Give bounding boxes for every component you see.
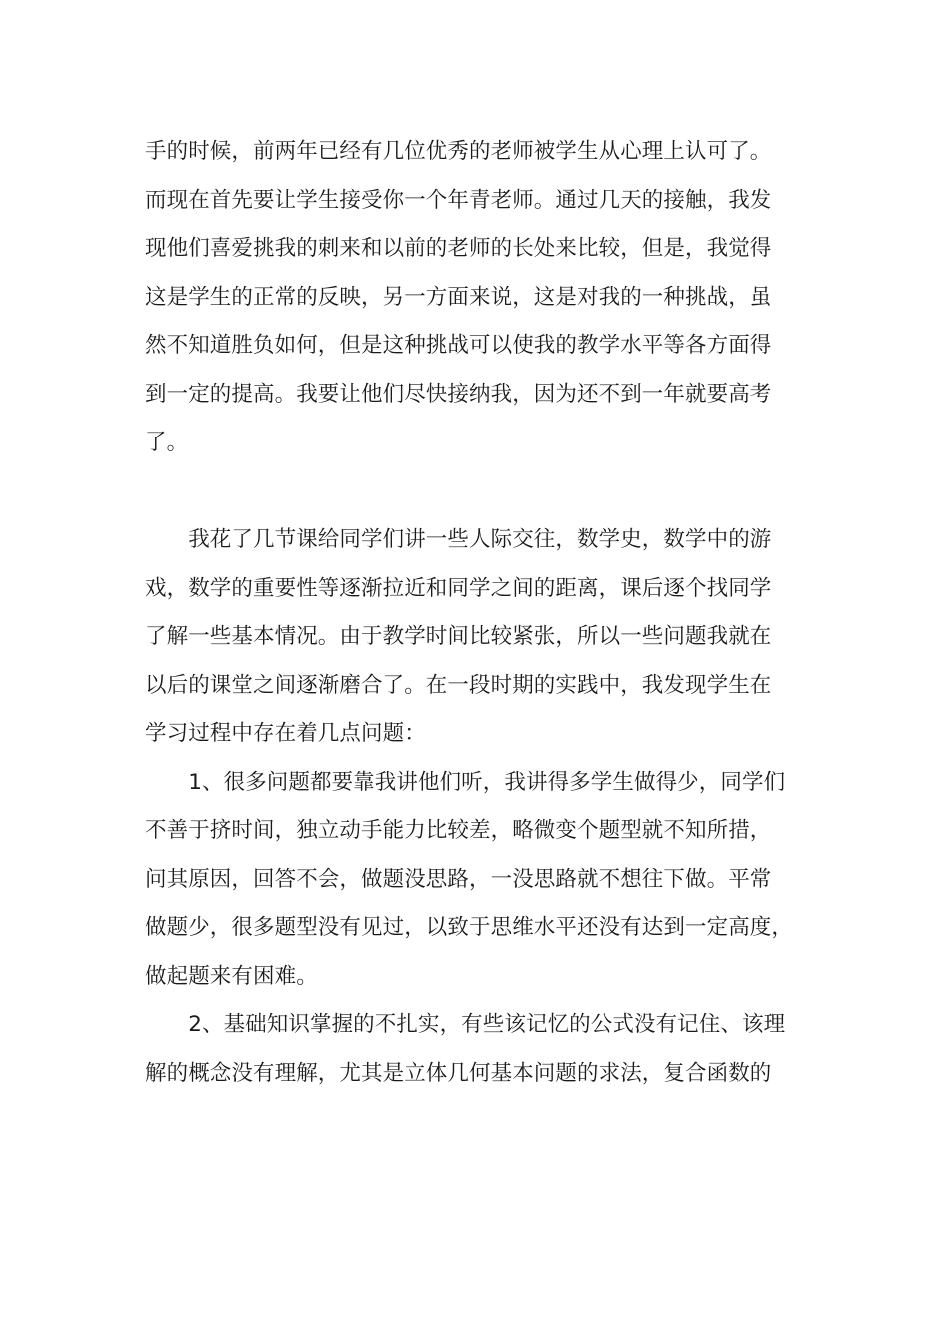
text-line: 然不知道胜负如何，但是这种挑战可以使我的教学水平等各方面得 bbox=[145, 333, 772, 358]
paragraph-gap bbox=[145, 468, 825, 517]
text-line: 到一定的提高。我要让他们尽快接纳我，因为还不到一年就要高考 bbox=[145, 381, 772, 407]
text-line: 解的概念没有理解，尤其是立体几何基本问题的求法，复合函数的 bbox=[145, 1060, 772, 1086]
text-line: 这是学生的正常的反映，另一方面来说，这是对我的一种挑战，虽 bbox=[145, 284, 772, 310]
document-body bbox=[145, 128, 825, 1098]
text-line: 2、基础知识掌握的不扎实，有些该记忆的公式没有记住、该理 bbox=[145, 1012, 786, 1037]
text-line: 现他们喜爱挑我的刺来和以前的老师的长处来比较，但是，我觉得 bbox=[145, 236, 772, 261]
paragraph-3 bbox=[145, 759, 825, 1002]
text-line: 不善于挤时间，独立动手能力比较差，略微变个题型就不知所措， bbox=[145, 818, 772, 843]
text-line: 以后的课堂之间逐渐磨合了。在一段时期的实践中，我发现学生在 bbox=[145, 672, 772, 698]
paragraph-1 bbox=[145, 128, 825, 468]
text-line: 学习过程中存在着几点问题： bbox=[145, 721, 426, 746]
text-line: 问其原因，回答不会，做题没思路，一没思路就不想往下做。平常 bbox=[145, 866, 772, 892]
text-line: 做题少，很多题型没有见过，以致于思维水平还没有达到一定高度， bbox=[145, 915, 794, 940]
text-line: 做起题来有困难。 bbox=[145, 963, 318, 989]
text-line: 1、很多问题都要靠我讲他们听，我讲得多学生做得少，同学们 bbox=[145, 769, 786, 795]
text-line: 了解一些基本情况。由于教学时间比较紧张，所以一些问题我就在 bbox=[145, 624, 772, 649]
text-line: 而现在首先要让学生接受你一个年青老师。通过几天的接触，我发 bbox=[145, 187, 772, 213]
text-line: 了。 bbox=[145, 430, 189, 455]
text-line: 手的时候，前两年已经有几位优秀的老师被学生从心理上认可了。 bbox=[145, 139, 772, 164]
text-line: 我花了几节课给同学们讲一些人际交往，数学史，数学中的游 bbox=[145, 527, 772, 552]
text-line: 戏，数学的重要性等逐渐拉近和同学之间的距离，课后逐个找同学 bbox=[145, 575, 772, 601]
paragraph-4 bbox=[145, 1001, 825, 1098]
paragraph-2 bbox=[145, 516, 825, 759]
